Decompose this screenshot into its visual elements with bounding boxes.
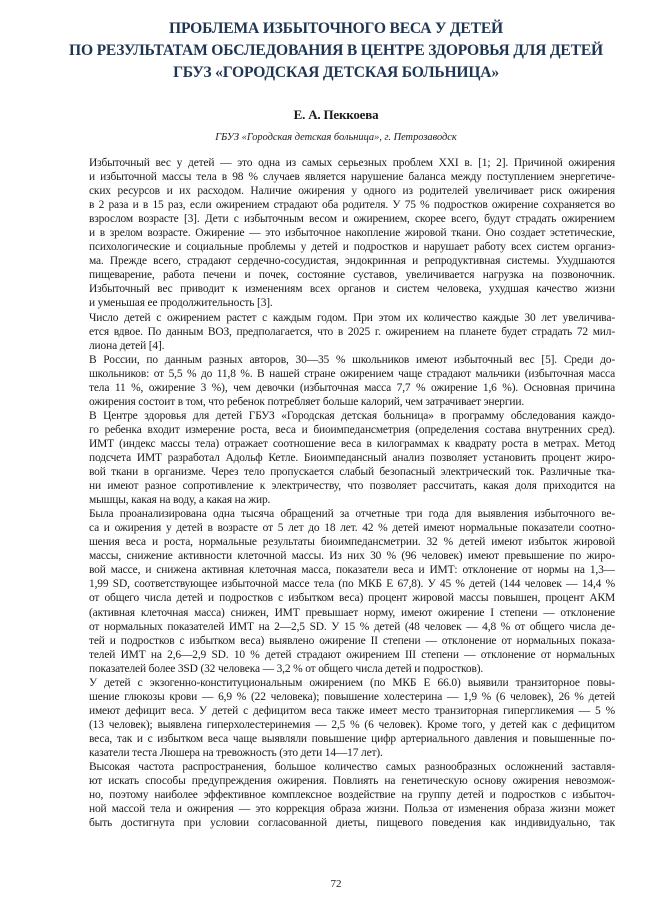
text-line: го ребенка входит измерение роста, веса и биоимпедансметрия (определения состава внутренних сред). [89,423,615,436]
text-line: пищеварение, работа печени и почек, состояние суставов, увеличивается нагрузка на позвоночник. [89,269,615,282]
text-line: ни имеют разное сопротивление к электричеству, что позволяет рассчитать, какая доля приходится на [89,480,615,493]
text-line: Число детей с ожирением растет с каждым годом. При этом их количество каждые 30 лет увеличива- [89,311,615,324]
author-affiliation: ГБУЗ «Городская детская больница», г. Петрозаводск [215,132,457,143]
text-line: ма. Прежде всего, страдают сердечно-сосудистая, эндокринная и репродуктивная системы. Ухудшаются [89,255,615,268]
text-line: са и ожирения у детей в возрасте от 5 лет до 18 лет. 42 % детей имеют нормальные показатели соотно- [89,522,615,535]
article-body [67,156,615,830]
text-line: шения веса и роста, нормальные результаты биоимпедансметрии. 32 % детей имеют избыток жировой [89,536,615,549]
author-name: Е. А. Пеккоева [293,107,379,122]
text-line: школьников: от 5,5 % до 11,8 %. В нашей стране ожирением чаще страдают мальчики (избыточная масса [89,367,615,380]
text-line: У детей с экзогенно-конституциональным ожирением (по МКБ Е 66.0) выявили транзиторное повы- [89,676,615,689]
text-line: шение глюкозы крови — 6,9 % (22 человека); повышение холестерина — 1,9 % (6 человек), 26 % детей [89,690,615,703]
title-line: ПРОБЛЕМА ИЗБЫТОЧНОГО ВЕСА У ДЕТЕЙ [169,20,503,37]
text-line: подсчета ИМТ разработал Адольф Кетле. Биоимпедансный анализ позволяет установить процент жиро- [89,451,615,464]
text-line: вой ткани в организме. Через тело пропускается слабый безопасный электрический ток. Различные тка- [89,466,615,479]
text-line: ется вдвое. По данным ВОЗ, предполагается, что в 2025 г. ожирением на планете будет страдать 72 мил- [89,325,615,338]
text-line: Избыточный вес приводит к изменениям всех органов и систем человека, ухудшая качество жизни [89,283,615,296]
article-title [0,18,672,84]
text-line: ожирения состоит в том, что ребенок потребляет больше калорий, чем затрачивает энергии. [89,395,525,408]
title-line: ПО РЕЗУЛЬТАТАМ ОБСЛЕДОВАНИЯ В ЦЕНТРЕ ЗДОРОВЬЯ ДЛЯ ДЕТЕЙ [69,42,603,59]
text-line: ной массой тела и ожирения — это коррекция образа жизни. Польза от изменения образа жизни может [89,803,615,816]
text-line: (13 человек); выявлена гиперхолестеринемия — 2,5 % (6 человек). Кроме того, у детей как с дефицитом [89,718,615,731]
text-line: вой массе, и снижена активная клеточная масса, показатели веса и ИМТ: отклонение от нормы на 1,3— [89,564,615,577]
text-line: тей и подростков с избытком веса) выявлено ожирение II степени — отклонение от нормальных показа- [89,634,615,647]
text-line: ских ресурсов и их расходом. Наличие ожирения у одного из родителей увеличивает риск ожирения [89,185,615,198]
text-line: казатели теста Люшера на тревожность (это дети 14—17 лет). [89,746,383,759]
paragraph [67,760,615,830]
paragraph [67,353,615,409]
text-line: но, поэтому наиболее эффективное комплексное воздействие на группу детей и подростков с избыточ- [89,789,615,802]
text-line: веса, так и с избытком веса чаще выявляли повышение цифр артериального давления и повышенные по- [89,732,615,745]
text-line: и уменьшая ее продолжительность [3]. [89,297,273,310]
text-line: взрослом возрасте [3]. Дети с избыточным весом и ожирением, скорее всего, будут страдать ожирением [89,213,615,226]
text-line: психологические и социальные проблемы у детей и подростков и нарушает работу всех систем организ- [89,241,615,254]
page-number: 72 [330,878,342,890]
text-line: Высокая частота распространения, большое количество самых разнообразных осложнений заставля- [89,761,615,774]
text-line: от нормальных показателей ИМТ на 2—2,5 SD. У 15 % детей (48 человек — 4,8 % от общего числа де- [89,620,615,633]
text-line: мышцы, какая на воду, а какая на жир. [89,494,271,507]
text-line: от общего числа детей и подростков с избытком веса) процент жировой массы повышен, процент АКМ [89,592,615,605]
text-line: в 2 раза и в 15 раз, если ожирением страдают оба родителя. У 75 % подростков ожирение сохраняется во [89,199,615,212]
text-line: лиона детей [4]. [89,339,165,352]
paragraph [67,507,615,676]
paragraph [67,409,615,507]
text-line: Избыточный вес у детей — это одна из самых серьезных проблем XXI в. [1; 2]. Причиной ожирения [89,157,615,169]
paragraph [67,311,615,353]
text-line: тела 11 %, ожирение 3 %), чем девочки (избыточная масса 7,7 % ожирение 1,6 %). Основная причина [89,381,615,394]
text-line: показателей более 3SD (32 человека — 3,2 % от общего числа детей и подростков). [89,662,484,675]
title-line: ГБУЗ «ГОРОДСКАЯ ДЕТСКАЯ БОЛЬНИЦА» [173,64,499,81]
paragraph [67,676,615,760]
text-line: быть достигнута при условии согласованной диеты, пищевого поведения как индивидуально, так [89,817,615,830]
text-line: 1,99 SD, соответствующее избыточной массе тела (по МКБ Е 67,8). У 45 % детей (144 человек — 14,4 % [89,578,615,591]
text-line: В Центре здоровья для детей ГБУЗ «Городская детская больница» в программу обследования каждо- [89,409,615,422]
text-line: ют искать способы предупреждения ожирения. Повлиять на генетическую основу ожирения невозмож- [89,775,615,788]
paragraph [67,156,615,311]
text-line: массы, снижение активности клеточной массы. Из них 30 % (96 человек) имеют превышение по жиро- [89,550,615,563]
text-line: имеют дефицит веса. У детей с дефицитом веса также имеет место транзиторная гипергликемия — 5 % [89,704,615,717]
text-line: (активная клеточная масса) снижен, ИМТ превышает норму, имеют ожирение I степени — отклонение [89,606,615,619]
text-line: ИМТ (индекс массы тела) отражает соотношение веса в килограммах к квадрату роста в метрах. Метод [89,437,615,450]
text-line: и избыточной массы тела в 98 % случаев является нарушение баланса между поступлением энергетиче- [89,171,615,184]
text-line: телей ИМТ на 2,6—2,9 SD. 10 % детей страдают ожирением III степени — отклонение от нормальных [89,648,615,661]
text-line: В России, по данным разных авторов, 30—35 % школьников имеют избыточный вес [5]. Среди до- [89,353,615,366]
text-line: и в зрелом возрасте. Ожирение — это избыточное накопление жировой ткани. Оно создает эстетические, [89,227,615,240]
text-line: Была проанализирована одна тысяча обращений за отчетные три года для выявления избыточного ве- [89,508,615,521]
